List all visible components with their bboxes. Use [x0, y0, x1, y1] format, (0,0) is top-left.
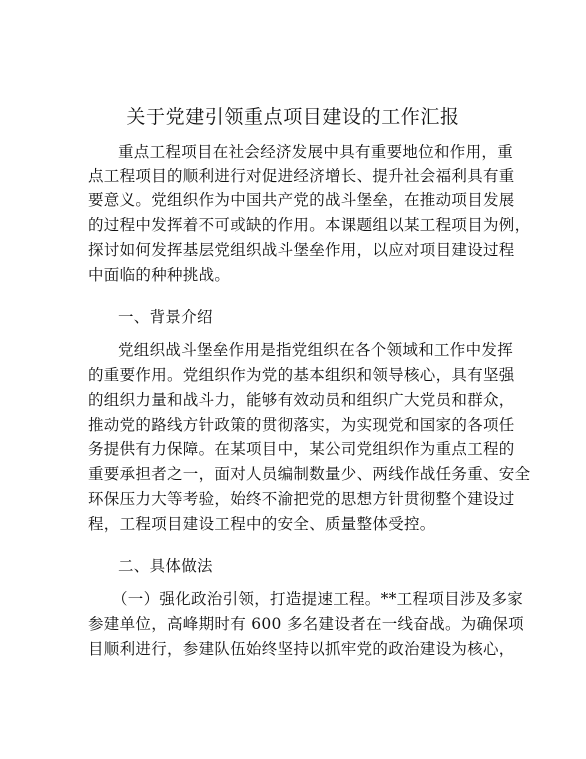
- section1-line-2: 的重要作用。党组织作为党的基本组织和领导核心，具有坚强: [88, 366, 515, 384]
- section1-line-3: 的组织力量和战斗力，能够有效动员和组织广大党员和群众，: [88, 391, 515, 409]
- section-heading-practices: 二、具体做法: [118, 557, 213, 575]
- section1-line-8: 程，工程项目建设工程中的安全、质量整体受控。: [88, 515, 436, 533]
- intro-line-3: 要意义。党组织作为中国共产党的战斗堡垒，在推动项目发展: [88, 191, 515, 209]
- document-title: 关于党建引领重点项目建设的工作汇报: [126, 106, 460, 128]
- section1-line-1: 党组织战斗堡垒作用是指党组织在各个领域和工作中发挥: [118, 341, 514, 359]
- intro-line-5: 探讨如何发挥基层党组织战斗堡垒作用，以应对项目建设过程: [88, 241, 515, 259]
- section2-line-2: 参建单位，高峰期时有 600 多名建设者在一线奋战。为确保项: [88, 615, 524, 633]
- section-heading-background: 一、背景介绍: [118, 308, 213, 326]
- section2-line-1: （一）强化政治引领，打造提速工程。**工程项目涉及多家: [112, 590, 524, 608]
- intro-line-2: 点工程项目的顺利进行对促进经济增长、提升社会福利具有重: [88, 167, 515, 185]
- section1-line-4: 推动党的路线方针政策的贯彻落实，为实现党和国家的各项任: [88, 416, 515, 434]
- intro-line-4: 的过程中发挥着不可或缺的作用。本课题组以某工程项目为例，: [88, 216, 531, 234]
- section1-line-7: 环保压力大等考验，始终不渝把党的思想方针贯彻整个建设过: [88, 490, 515, 508]
- section1-line-5: 务提供有力保障。在某项目中，某公司党组织作为重点工程的: [88, 440, 515, 458]
- section1-line-6: 重要承担者之一，面对人员编制数量少、两线作战任务重、安全: [88, 465, 531, 483]
- section2-line-3: 目顺利进行，参建队伍始终坚持以抓牢党的政治建设为核心，: [88, 640, 515, 658]
- intro-line-6: 中面临的种种挑战。: [88, 266, 231, 284]
- intro-line-1: 重点工程项目在社会经济发展中具有重要地位和作用，重: [118, 143, 514, 161]
